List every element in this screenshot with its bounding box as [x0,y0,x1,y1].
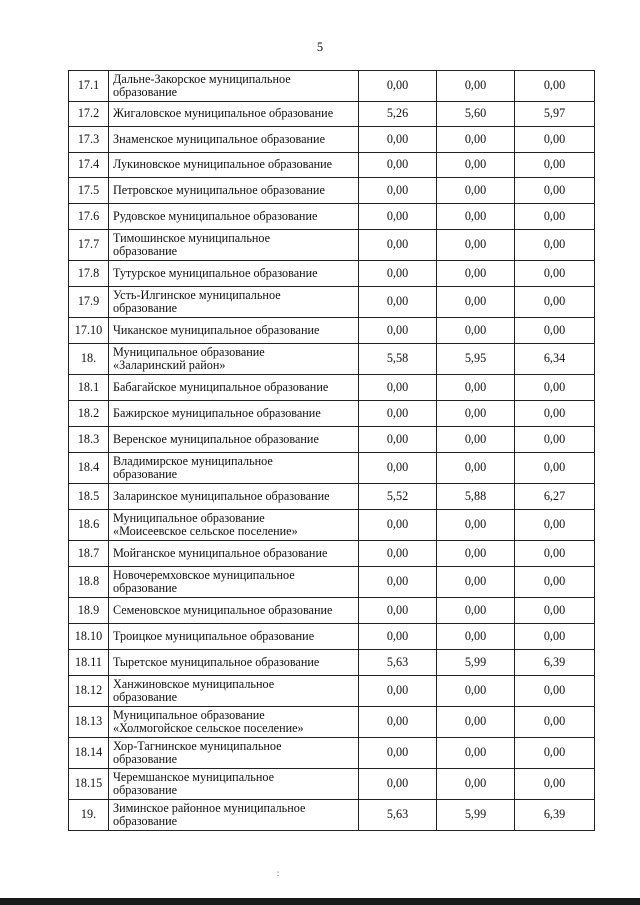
row-number: 18.13 [69,707,109,738]
municipality-name [109,541,359,567]
value-3: 6,39 [515,800,595,831]
table-row [69,153,595,178]
municipality-name [109,204,359,230]
value-2: 5,99 [437,650,515,676]
municipality-name [109,102,359,127]
name-line: Рудовское муниципальное образование [113,208,318,223]
value-3: 6,34 [515,344,595,375]
name-line: Тимошинское муниципальное [113,230,271,245]
value-1: 0,00 [359,375,437,401]
table-row [69,375,595,401]
value-3: 0,00 [515,453,595,484]
municipality-name [109,624,359,650]
value-3: 5,97 [515,102,595,127]
name-line: Веренское муниципальное образование [113,431,319,446]
value-2: 0,00 [437,453,515,484]
row-number: 18.8 [69,567,109,598]
row-number: 18.1 [69,375,109,401]
value-3: 0,00 [515,510,595,541]
value-2: 0,00 [437,204,515,230]
value-1: 5,58 [359,344,437,375]
value-2: 5,88 [437,484,515,510]
data-table [68,70,595,831]
name-line: Бабагайское муниципальное образование [113,379,329,394]
value-3: 0,00 [515,567,595,598]
name-line: образование [113,783,178,797]
value-3: 0,00 [515,427,595,453]
row-number: 18.12 [69,676,109,707]
value-2: 0,00 [437,510,515,541]
value-3: 0,00 [515,676,595,707]
municipality-name [109,453,359,484]
municipality-name [109,153,359,178]
municipality-name [109,484,359,510]
value-1: 0,00 [359,598,437,624]
value-3: 0,00 [515,541,595,567]
value-1: 0,00 [359,453,437,484]
value-1: 0,00 [359,204,437,230]
municipality-name [109,769,359,800]
municipality-name [109,738,359,769]
row-number: 17.7 [69,230,109,261]
value-1: 0,00 [359,541,437,567]
row-number: 18.7 [69,541,109,567]
value-2: 0,00 [437,287,515,318]
row-number: 18.11 [69,650,109,676]
municipality-name [109,707,359,738]
row-number: 17.3 [69,127,109,153]
table-row [69,598,595,624]
value-2: 0,00 [437,427,515,453]
table-row [69,624,595,650]
row-number: 18.2 [69,401,109,427]
value-2: 0,00 [437,624,515,650]
table-row [69,484,595,510]
name-line: Черемшанское муниципальное [113,769,275,784]
table-row [69,800,595,831]
name-line: Дальне-Закорское муниципальное [113,71,291,86]
table-row [69,510,595,541]
value-2: 0,00 [437,769,515,800]
table-row [69,344,595,375]
row-number: 17.5 [69,178,109,204]
value-1: 0,00 [359,401,437,427]
table-row [69,318,595,344]
value-1: 5,63 [359,800,437,831]
name-line: Знаменское муниципальное образование [113,131,325,146]
value-1: 0,00 [359,178,437,204]
table-row [69,102,595,127]
row-number: 19. [69,800,109,831]
name-line: образование [113,301,178,315]
table-row [69,769,595,800]
value-2: 0,00 [437,127,515,153]
value-3: 0,00 [515,769,595,800]
value-2: 0,00 [437,401,515,427]
value-1: 0,00 [359,769,437,800]
row-number: 17.9 [69,287,109,318]
row-number: 18.10 [69,624,109,650]
value-2: 0,00 [437,541,515,567]
municipality-name [109,178,359,204]
value-3: 0,00 [515,127,595,153]
name-line: Чиканское муниципальное образование [113,322,320,337]
table-row [69,71,595,102]
row-number: 17.1 [69,71,109,102]
value-2: 0,00 [437,318,515,344]
table-row [69,230,595,261]
name-line: Троицкое муниципальное образование [113,628,315,643]
name-line: Ханжиновское муниципальное [113,676,275,691]
municipality-name [109,287,359,318]
value-1: 0,00 [359,318,437,344]
row-number: 17.4 [69,153,109,178]
row-number: 18. [69,344,109,375]
footer-mark: : [276,868,280,878]
name-line: Новочеремховское муниципальное [113,567,295,582]
value-3: 0,00 [515,71,595,102]
value-1: 0,00 [359,127,437,153]
value-2: 0,00 [437,598,515,624]
value-3: 0,00 [515,401,595,427]
value-2: 5,95 [437,344,515,375]
value-3: 0,00 [515,738,595,769]
municipality-name [109,71,359,102]
value-1: 5,26 [359,102,437,127]
table-row [69,453,595,484]
value-2: 0,00 [437,153,515,178]
value-1: 0,00 [359,624,437,650]
name-line: «Моисеевское сельское поселение» [113,524,298,538]
value-3: 6,27 [515,484,595,510]
municipality-name [109,427,359,453]
name-line: Усть-Илгинское муниципальное [113,287,281,302]
value-1: 0,00 [359,230,437,261]
value-2: 0,00 [437,707,515,738]
name-line: Жигаловское муниципальное образование [113,106,334,121]
name-line: образование [113,814,178,828]
value-3: 0,00 [515,624,595,650]
municipality-name [109,261,359,287]
value-2: 0,00 [437,178,515,204]
table-row [69,567,595,598]
name-line: образование [113,244,178,258]
value-1: 0,00 [359,676,437,707]
name-line: Муниципальное образование [113,344,265,359]
municipality-name [109,676,359,707]
row-number: 18.9 [69,598,109,624]
name-line: образование [113,690,178,704]
municipality-name [109,800,359,831]
value-1: 0,00 [359,153,437,178]
name-line: образование [113,752,178,766]
name-line: Петровское муниципальное образование [113,182,325,197]
name-line: образование [113,581,178,595]
value-2: 5,60 [437,102,515,127]
value-2: 0,00 [437,676,515,707]
municipality-name [109,344,359,375]
table-row [69,650,595,676]
municipality-name [109,230,359,261]
row-number: 18.5 [69,484,109,510]
name-line: Тутурское муниципальное образование [113,265,318,280]
value-2: 0,00 [437,71,515,102]
value-1: 5,52 [359,484,437,510]
table-row [69,127,595,153]
table-row [69,541,595,567]
row-number: 18.6 [69,510,109,541]
municipality-name [109,127,359,153]
table-row [69,287,595,318]
name-line: образование [113,467,178,481]
table-row [69,707,595,738]
municipality-name [109,598,359,624]
table-row [69,178,595,204]
table-row [69,261,595,287]
name-line: «Холмогойское сельское поселение» [113,721,304,735]
name-line: Владимирское муниципальное [113,453,273,468]
municipality-name [109,650,359,676]
value-3: 0,00 [515,178,595,204]
name-line: Тыретское муниципальное образование [113,654,320,669]
municipality-name [109,401,359,427]
table-row [69,401,595,427]
name-line: Муниципальное образование [113,707,265,722]
row-number: 17.10 [69,318,109,344]
table-row [69,676,595,707]
value-2: 0,00 [437,261,515,287]
value-1: 0,00 [359,427,437,453]
value-2: 5,99 [437,800,515,831]
table-body [69,71,595,831]
name-line: Хор-Тагнинское муниципальное [113,738,282,753]
value-3: 0,00 [515,287,595,318]
name-line: Бажирское муниципальное образование [113,405,321,420]
name-line: Лукиновское муниципальное образование [113,157,333,172]
page-number: 5 [316,40,324,54]
value-2: 0,00 [437,567,515,598]
row-number: 18.4 [69,453,109,484]
municipality-name [109,375,359,401]
value-1: 0,00 [359,71,437,102]
municipality-name [109,318,359,344]
value-3: 0,00 [515,204,595,230]
value-1: 0,00 [359,707,437,738]
row-number: 17.2 [69,102,109,127]
row-number: 17.6 [69,204,109,230]
value-3: 0,00 [515,230,595,261]
value-1: 0,00 [359,738,437,769]
name-line: Заларинское муниципальное образование [113,488,330,503]
row-number: 17.8 [69,261,109,287]
value-1: 5,63 [359,650,437,676]
value-1: 0,00 [359,287,437,318]
row-number: 18.15 [69,769,109,800]
value-1: 0,00 [359,261,437,287]
value-1: 0,00 [359,567,437,598]
name-line: Муниципальное образование [113,510,265,525]
value-1: 0,00 [359,510,437,541]
value-3: 0,00 [515,261,595,287]
value-3: 0,00 [515,318,595,344]
table-row [69,204,595,230]
row-number: 18.14 [69,738,109,769]
value-2: 0,00 [437,738,515,769]
value-3: 0,00 [515,598,595,624]
municipality-name [109,510,359,541]
name-line: образование [113,85,178,99]
row-number: 18.3 [69,427,109,453]
scan-edge [0,898,640,905]
name-line: Семеновское муниципальное образование [113,602,333,617]
name-line: «Заларинский район» [113,358,226,372]
municipality-name [109,567,359,598]
name-line: Мойганское муниципальное образование [113,545,328,560]
value-3: 0,00 [515,153,595,178]
value-3: 6,39 [515,650,595,676]
table-row [69,427,595,453]
value-2: 0,00 [437,375,515,401]
name-line: Зиминское районное муниципальное [113,800,306,815]
value-2: 0,00 [437,230,515,261]
table-row [69,738,595,769]
value-3: 0,00 [515,707,595,738]
value-3: 0,00 [515,375,595,401]
